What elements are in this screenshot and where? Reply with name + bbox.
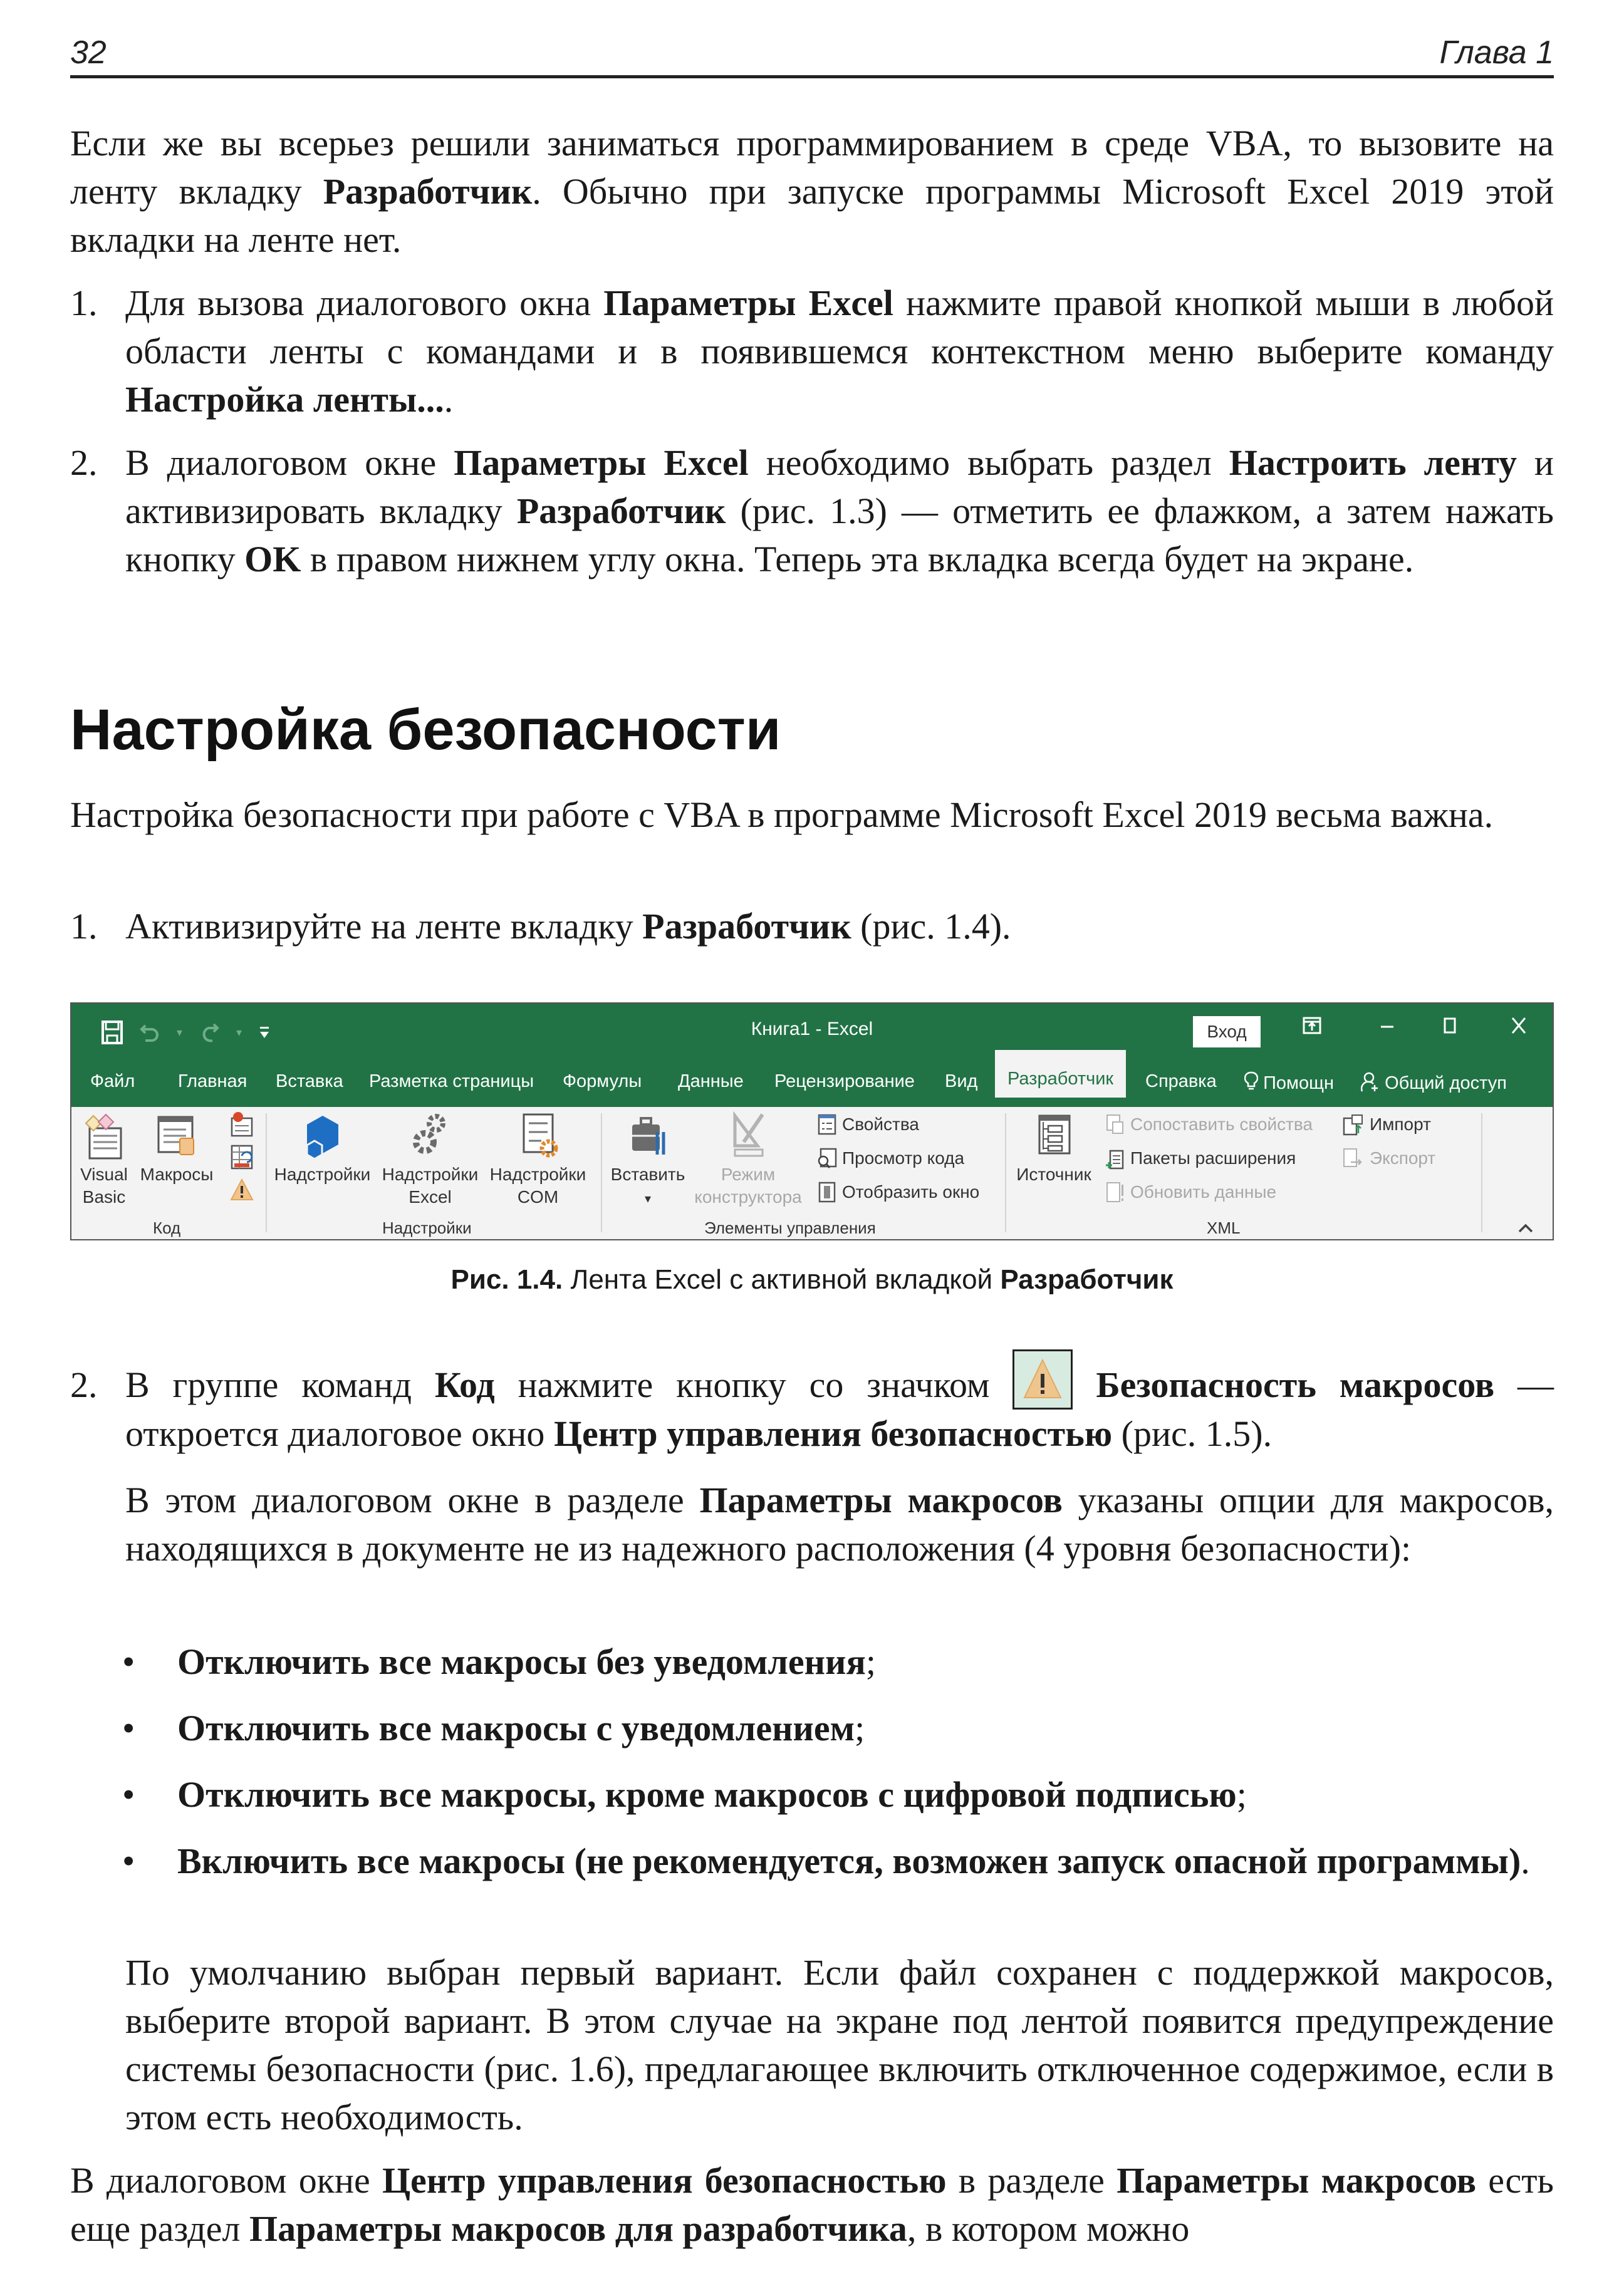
bold-text: Центр управления безопасностью (553, 1413, 1113, 1454)
bold-text: Центр управления безопасностью (382, 2160, 947, 2201)
bullet-icon: • (122, 1708, 135, 1748)
final-paragraph (70, 2156, 1554, 2253)
text: . (1521, 1841, 1530, 1881)
text: В группе команд (125, 1364, 435, 1405)
text: В этом диалоговом окне в разделе (125, 1480, 700, 1520)
person-add-icon (1361, 1071, 1380, 1093)
text: нажмите правой кнопкой мыши в любой области ленты с командами и в появившемся контекстном меню выберите команду (125, 283, 1554, 371)
run-dialog-label: Отобразить окно (842, 1182, 980, 1202)
com-addins-icon (516, 1111, 560, 1161)
tab-developer[interactable]: Разработчик (995, 1050, 1126, 1098)
caption-text: Лента Excel с активной вкладкой (563, 1264, 1001, 1295)
title-bar (71, 1004, 1553, 1060)
tab-help[interactable]: Справка (1145, 1071, 1217, 1091)
bullet-icon: • (122, 1774, 135, 1815)
ribbon-body (71, 1107, 1553, 1240)
bold-text: Включить все макросы (не рекомендуется, возможен запуск опасной программы) (177, 1841, 1521, 1881)
bold-text: Разработчик (516, 491, 726, 531)
import-icon (1342, 1113, 1365, 1136)
text: необходимо выбрать раздел (748, 442, 1229, 483)
export-label: Экспорт (1370, 1148, 1436, 1168)
group-label-code: Код (153, 1218, 181, 1237)
text: ; (865, 1641, 876, 1682)
view-code-button[interactable] (817, 1146, 964, 1171)
share-label: Общий доступ (1385, 1073, 1507, 1093)
ribbon-tabs (71, 1060, 1553, 1107)
caption-prefix: Рис. 1.4. (450, 1264, 563, 1295)
text: ; (1236, 1774, 1247, 1815)
view-code-label: Просмотр кода (842, 1148, 965, 1168)
tab-tell-me[interactable] (1244, 1071, 1334, 1094)
bullet-icon: • (122, 1641, 135, 1682)
default-option-paragraph: По умолчанию выбран первый вариант. Если файл сохранен с поддержкой макросов, выберите второй вариант. В этом случае на экране под лентой появится предупреждение системы безопасности (рис. 1.6), предлагающее включить отключенное содержимое, если в этом есть необходимость. (125, 1952, 1554, 2138)
collapse-ribbon-icon[interactable] (1517, 1217, 1534, 1239)
text: — откроется диалоговое окно (125, 1364, 1554, 1454)
text: ; (855, 1708, 865, 1748)
record-macro-icon[interactable] (229, 1111, 254, 1138)
list-item (70, 1361, 1554, 1458)
group-separator (1005, 1113, 1006, 1232)
text: , в котором можно (907, 2208, 1190, 2249)
bold-text: Отключить все макросы с уведомлением (177, 1708, 855, 1748)
macros-label: Макросы (140, 1165, 214, 1184)
text: В диалоговом окне (125, 442, 454, 483)
tell-me-label: Помощн (1263, 1073, 1334, 1093)
bullet-icon: • (122, 1841, 135, 1881)
run-dialog-icon (817, 1181, 837, 1203)
text: в разделе (946, 2160, 1117, 2201)
insert-control-label: Вставить (610, 1165, 685, 1184)
xml-source-icon (1032, 1111, 1076, 1161)
list-number: 1. (70, 906, 98, 947)
figure-caption (0, 1264, 1624, 1296)
macros-icon (155, 1111, 199, 1161)
run-dialog-button[interactable] (817, 1180, 979, 1205)
macro-security-inline-icon (1012, 1349, 1073, 1410)
group-separator (1481, 1113, 1482, 1232)
list-item (70, 902, 1554, 950)
page-number: 32 (70, 34, 107, 71)
section-intro: Настройка безопасности при работе с VBA в программе Microsoft Excel 2019 весьма важна. (70, 794, 1494, 835)
export-icon (1342, 1147, 1365, 1170)
bold-text: Код (434, 1364, 495, 1405)
insert-control-button[interactable] (607, 1111, 689, 1210)
text: Если же вы всерьез решили заниматься программированием в среде VBA, то вызовите на ленту вкладку (70, 123, 1554, 212)
refresh-data-icon (1105, 1181, 1125, 1203)
tab-data[interactable]: Данные (678, 1071, 744, 1091)
excel-ribbon-figure (70, 1002, 1554, 1240)
text: В диалоговом окне (70, 2160, 382, 2201)
bold-text: Разработчик (642, 906, 851, 947)
bold-text: Безопасность макросов (1096, 1364, 1495, 1405)
addins-button[interactable] (271, 1111, 374, 1186)
tab-file[interactable]: Файл (90, 1071, 135, 1091)
undo-dropdown-icon[interactable]: ▾ (177, 1026, 183, 1039)
excel-addins-label-line1: Надстройки (382, 1165, 479, 1184)
gears-icon (409, 1111, 452, 1161)
xml-source-button[interactable] (1010, 1111, 1098, 1186)
visual-basic-button[interactable] (78, 1111, 130, 1208)
text: указаны опции для макросов, находящихся в документе не из надежного расположения (4 уровня безопасности): (125, 1480, 1554, 1569)
text: в правом нижнем углу окна. Теперь эта вкладка всегда будет на экране. (301, 539, 1414, 579)
excel-addins-label-line2: Excel (409, 1187, 452, 1207)
lightbulb-icon (1244, 1071, 1258, 1093)
tab-formulas[interactable]: Формулы (563, 1071, 642, 1091)
group-label-addins: Надстройки (382, 1218, 472, 1237)
chapter-label: Глава 1 (1439, 34, 1554, 71)
text: и активизировать вкладку (125, 442, 1554, 531)
expansion-packs-icon (1105, 1147, 1125, 1170)
bullet-item (122, 1638, 1554, 1686)
design-mode-button[interactable] (692, 1111, 804, 1208)
list-number: 2. (70, 1364, 98, 1405)
intro-paragraph (70, 119, 1554, 264)
list-item (70, 279, 1554, 423)
design-mode-icon (726, 1111, 770, 1161)
properties-icon (817, 1113, 837, 1136)
tab-review[interactable]: Рецензирование (774, 1071, 915, 1091)
text: нажмите кнопку со значком (494, 1364, 1013, 1405)
group-separator (601, 1113, 602, 1232)
close-icon[interactable] (1500, 1015, 1538, 1041)
window-title: Книга1 - Excel (751, 1019, 873, 1039)
map-properties-label: Сопоставить свойства (1130, 1114, 1313, 1134)
macros-button[interactable] (139, 1111, 214, 1186)
properties-button[interactable] (817, 1112, 919, 1137)
properties-label: Свойства (842, 1114, 919, 1134)
bold-text: Параметры макросов (1116, 2160, 1477, 2201)
redo-dropdown-icon[interactable]: ▾ (236, 1026, 242, 1039)
tab-view[interactable]: Вид (945, 1071, 978, 1091)
maximize-icon[interactable] (1431, 1015, 1469, 1041)
expansion-packs-button[interactable] (1105, 1146, 1296, 1171)
addins-label: Надстройки (274, 1165, 371, 1184)
design-mode-label-line2: конструктора (694, 1187, 802, 1207)
group-separator (266, 1113, 267, 1232)
map-properties-button[interactable] (1105, 1112, 1313, 1137)
tab-home[interactable]: Главная (178, 1071, 247, 1091)
import-label: Импорт (1370, 1114, 1431, 1134)
tab-insert[interactable]: Вставка (276, 1071, 343, 1091)
text: есть еще раздел (70, 2160, 1554, 2249)
bold-text: Параметры макросов для разработчика (249, 2208, 907, 2249)
section-heading: Настройка безопасности (70, 698, 781, 762)
macro-options-paragraph (125, 1476, 1554, 1572)
design-mode-label-line1: Режим (721, 1165, 776, 1184)
header-rule (70, 75, 1554, 78)
com-addins-button[interactable] (486, 1111, 590, 1208)
refresh-data-label: Обновить данные (1130, 1182, 1277, 1202)
text: (рис. 1.3) — отметить ее флажком, а затем нажать кнопку (125, 491, 1554, 579)
page-header (70, 31, 1554, 76)
minimize-icon[interactable] (1368, 1015, 1406, 1041)
bold-text: Настройка ленты... (125, 379, 444, 420)
relative-references-icon[interactable] (229, 1143, 254, 1171)
group-label-xml: XML (1207, 1218, 1241, 1237)
list-number: 1. (70, 283, 98, 323)
visual-basic-label-line1: Visual (80, 1165, 128, 1184)
macro-security-icon[interactable] (229, 1177, 254, 1202)
tab-share[interactable] (1361, 1071, 1507, 1094)
view-code-icon (817, 1147, 837, 1170)
bold-text: Отключить все макросы без уведомления (177, 1641, 866, 1682)
addins-icon (301, 1111, 345, 1161)
bullet-item (122, 1770, 1554, 1819)
com-addins-label-line2: COM (517, 1187, 559, 1207)
list-number: 2. (70, 442, 98, 483)
bold-text: Разработчик (323, 171, 533, 212)
sign-in-button[interactable]: Вход (1193, 1016, 1261, 1047)
xml-export-button[interactable] (1342, 1146, 1435, 1171)
text: (рис. 1.4). (851, 906, 1011, 947)
bold-text: Параметры макросов (699, 1480, 1063, 1520)
bold-text: Отключить все макросы, кроме макросов с цифровой подписью (177, 1774, 1237, 1815)
bullet-item (122, 1837, 1554, 1885)
bullet-item (122, 1704, 1554, 1752)
caption-bold: Разработчик (1000, 1264, 1174, 1295)
text: Для вызова диалогового окна (125, 283, 604, 323)
list-item (70, 439, 1554, 583)
visual-basic-icon (82, 1111, 126, 1161)
xml-source-label: Источник (1016, 1165, 1091, 1184)
bold-text: OK (244, 539, 301, 579)
chevron-down-icon: ▾ (644, 1192, 652, 1206)
refresh-data-button[interactable] (1105, 1180, 1276, 1205)
bold-text: Настроить ленту (1229, 442, 1517, 483)
xml-import-button[interactable] (1342, 1112, 1431, 1137)
ribbon-display-icon[interactable] (1293, 1015, 1331, 1041)
excel-addins-button[interactable] (378, 1111, 482, 1208)
text: . (444, 379, 454, 420)
text: (рис. 1.5). (1112, 1413, 1273, 1454)
text: . Обычно при запуске программы Microsoft Excel 2019 этой вкладки на ленте нет. (70, 171, 1554, 260)
toolbox-icon (626, 1111, 670, 1161)
tab-page-layout[interactable]: Разметка страницы (369, 1071, 534, 1091)
visual-basic-label-line2: Basic (82, 1187, 126, 1207)
group-label-controls: Элементы управления (704, 1218, 876, 1237)
expansion-packs-label: Пакеты расширения (1130, 1148, 1296, 1168)
map-properties-icon (1105, 1113, 1125, 1136)
text: Активизируйте на ленте вкладку (125, 906, 643, 947)
bold-text: Параметры Excel (603, 283, 893, 323)
bold-text: Параметры Excel (454, 442, 749, 483)
com-addins-label-line1: Надстройки (489, 1165, 586, 1184)
